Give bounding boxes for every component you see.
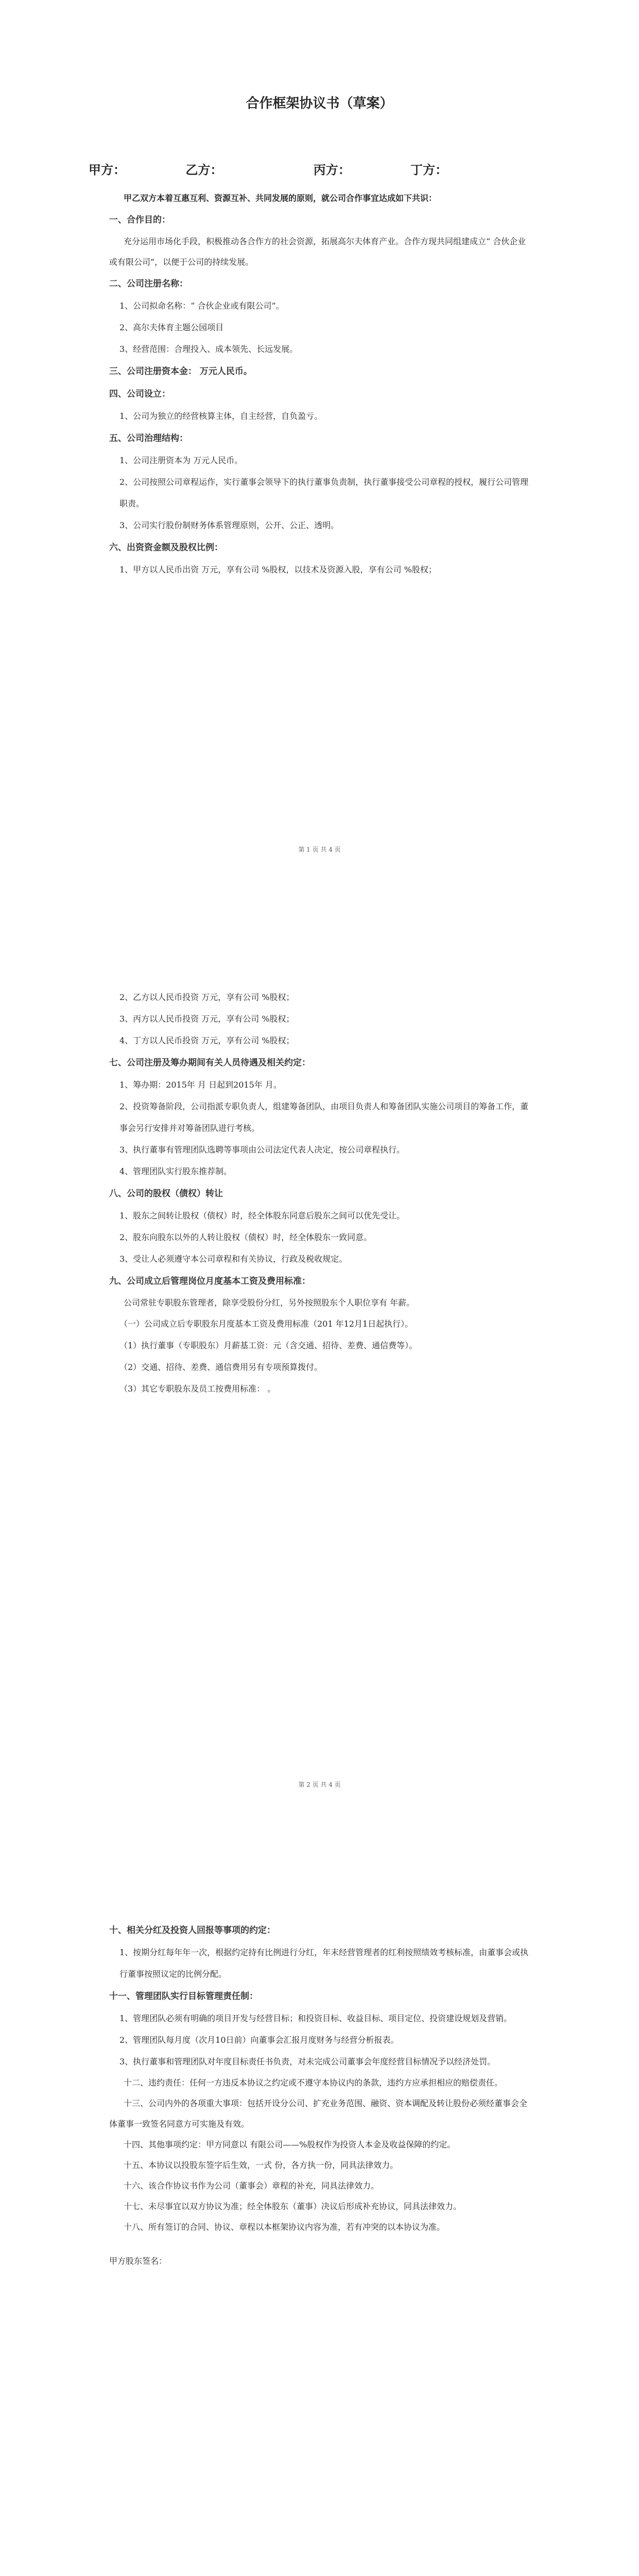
- s9-item: （2）交通、招待、差费、通信费用另有专项预算拨付。: [119, 1362, 323, 1372]
- s16-clause: 十六、该合作协议书作为公司（董事会）章程的补充，同具法律效力。: [124, 2181, 379, 2191]
- s13-clause: 十三、公司内外的各项重大事项：包括开设分公司、扩充业务范围、融资、资本调配及转让股份必须经董事会全体董事一致签名同意方可实施及有效。: [109, 2098, 528, 2129]
- page-3-body: [109, 1919, 529, 2275]
- document-title: 合作框架协议书（草案）: [246, 96, 393, 111]
- page-footer: 第 2 页 共 4 页: [298, 1781, 341, 1788]
- s1-paragraph: 充分运用市场化手段，积极推动各合作方的社会资源，拓展高尔夫体育产业。合作方现共同组建成立“ 合伙企业或有限公司”，以便于公司的持续发展。: [109, 236, 526, 267]
- party-a: 甲方：: [89, 162, 126, 177]
- s11-item: 2、管理团队每月度（次月10日前）向董事会汇报月度财务与经营分析报表。: [119, 2035, 399, 2045]
- s10-heading: 十、相关分红及投资人回报等事项的约定：: [109, 1925, 275, 1936]
- party-c: 丙方：: [313, 162, 351, 177]
- party-d: 丁方：: [410, 162, 448, 177]
- s2-item: 3、经营范围：合理投入、成本领先、长远发展。: [119, 344, 298, 354]
- s4-item: 1、公司为独立的经营核算主体，自主经营，自负盈亏。: [119, 411, 323, 421]
- s8-heading: 八、公司的股权（债权）转让: [109, 1189, 223, 1199]
- s12-clause: 十二、违约责任：任何一方违反本协议之约定或不遵守本协议内的条款，违约方应承担相应的赔偿责任。: [124, 2078, 503, 2088]
- s8-item: 2、股东向股东以外的人转让股权（债权）时，经全体股东一致同意。: [119, 1232, 372, 1242]
- intro-text: 甲乙双方本着互惠互利、资源互补、共同发展的原则，就公司合作事宜达成如下共识：: [124, 193, 437, 203]
- s9-item: （3）其它专职股东及员工按费用标准： 。: [119, 1384, 276, 1394]
- s14-clause: 十四、其他事项约定：甲方同意以 有限公司——%股权作为投资人本金及收益保障的约定。: [124, 2140, 456, 2149]
- s9-heading: 九、公司成立后管理岗位月度基本工资及费用标准：: [109, 1276, 310, 1286]
- s6-item: 1、甲方以人民币出资 万元，享有公司 %股权，以技术及资源入股，享有公司 %股权；: [119, 565, 437, 574]
- s11-item: 1、管理团队必须有明确的项目开发与经营目标；和投资目标、收益目标、项目定位、投资建设规划及营销。: [119, 2013, 512, 2023]
- s3-heading: 三、公司注册资本金： 万元人民币。: [109, 366, 252, 377]
- s11-heading: 十一、管理团队实行目标管理责任制：: [109, 1991, 258, 2002]
- s7-item: 2、投资筹备阶段，公司指派专职负责人，组建筹备团队，由项目负责人和筹备团队实施公司项目的筹备工作，董事会另行安排并对筹备团队进行考核。: [119, 1101, 529, 1133]
- s10-item: 1、按期分红每年年一次，根据约定持有比例进行分红，年末经营管理者的红利按照绩效考核标准，由董事会或执行董事按照议定的比例分配。: [119, 1947, 529, 1979]
- s11-item: 3、执行董事和管理团队对年度目标责任书负责，对未完成公司董事会年度经营目标情况予以经济处罚。: [119, 2057, 496, 2066]
- parties-row: [89, 160, 447, 178]
- s17-clause: 十七、未尽事宜以双方协议为准；经全体股东（董事）决议后形成补充协议，同具法律效力。: [124, 2201, 462, 2211]
- signature-party-a: 甲方股东签名：: [109, 2256, 167, 2266]
- s7-item: 3、执行董事有管理团队选聘等事项由公司法定代表人决定，按公司章程执行。: [119, 1145, 405, 1155]
- s1-heading: 一、合作目的：: [109, 215, 170, 225]
- page-2-body: [109, 987, 529, 1400]
- s18-clause: 十八、所有签订的合同、协议、章程以本框架协议内容为准，若有冲突的以本协议为准。: [124, 2222, 445, 2232]
- s7-item: 1、筹办期：2015年 月 日起到2015年 月。: [119, 1080, 282, 1090]
- s9-paragraph: （一）公司成立后专职股东月度基本工资及费用标准（201 年12月1日起执行）。: [119, 1319, 413, 1329]
- s6-item: 4、丁方以人民币投资 万元，享有公司 %股权；: [119, 1036, 295, 1045]
- s7-item: 4、管理团队实行股东推荐制。: [119, 1166, 232, 1176]
- party-b: 乙方：: [185, 162, 223, 177]
- page-1-body: [109, 188, 529, 581]
- s5-item: 1、公司注册资本为 万元人民币。: [119, 455, 243, 465]
- s9-item: （1）执行董事（专职股东）月薪基工资：元（含交通、招待、差费、通信费等）。: [119, 1341, 418, 1350]
- s4-heading: 四、公司设立：: [109, 389, 170, 399]
- s8-item: 3、受让人必须遵守本公司章程和有关协议，行政及税收规定。: [119, 1254, 348, 1264]
- s15-clause: 十五、本协议以投股东签字后生效，一式 份，各方执一份，同具法律效力。: [124, 2160, 399, 2170]
- s9-paragraph: 公司常驻专职股东管理者，除享受股份分红，另外按照股东个人职位享有 年薪。: [124, 1298, 415, 1308]
- page-footer: 第 1 页 共 4 页: [298, 846, 341, 853]
- s5-item: 2、公司按照公司章程运作，实行董事会领导下的执行董事负责制，执行董事接受公司章程的授权，履行公司管理职责。: [119, 477, 529, 509]
- s5-heading: 五、公司治理结构：: [109, 433, 188, 444]
- s6-item: 3、丙方以人民币投资 万元，享有公司 %股权；: [119, 1014, 295, 1024]
- s2-item: 1、公司拟命名称：“ 合伙企业或有限公司”。: [119, 301, 284, 311]
- s2-item: 2、高尔夫体育主题公园项目: [119, 323, 224, 332]
- s8-item: 1、股东之间转让股权（债权）时，经全体股东同意后股东之间可以优先受让。: [119, 1211, 405, 1221]
- s6-heading: 六、出资资金额及股权比例：: [109, 543, 223, 553]
- s6-item: 2、乙方以人民币投资 万元，享有公司 %股权；: [119, 992, 295, 1002]
- s2-heading: 二、公司注册名称：: [109, 279, 188, 289]
- s7-heading: 七、公司注册及筹办期间有关人员待遇及相关约定：: [109, 1058, 310, 1068]
- s5-item: 3、公司实行股份制财务体系管理原则，公开、公正、透明。: [119, 520, 339, 530]
